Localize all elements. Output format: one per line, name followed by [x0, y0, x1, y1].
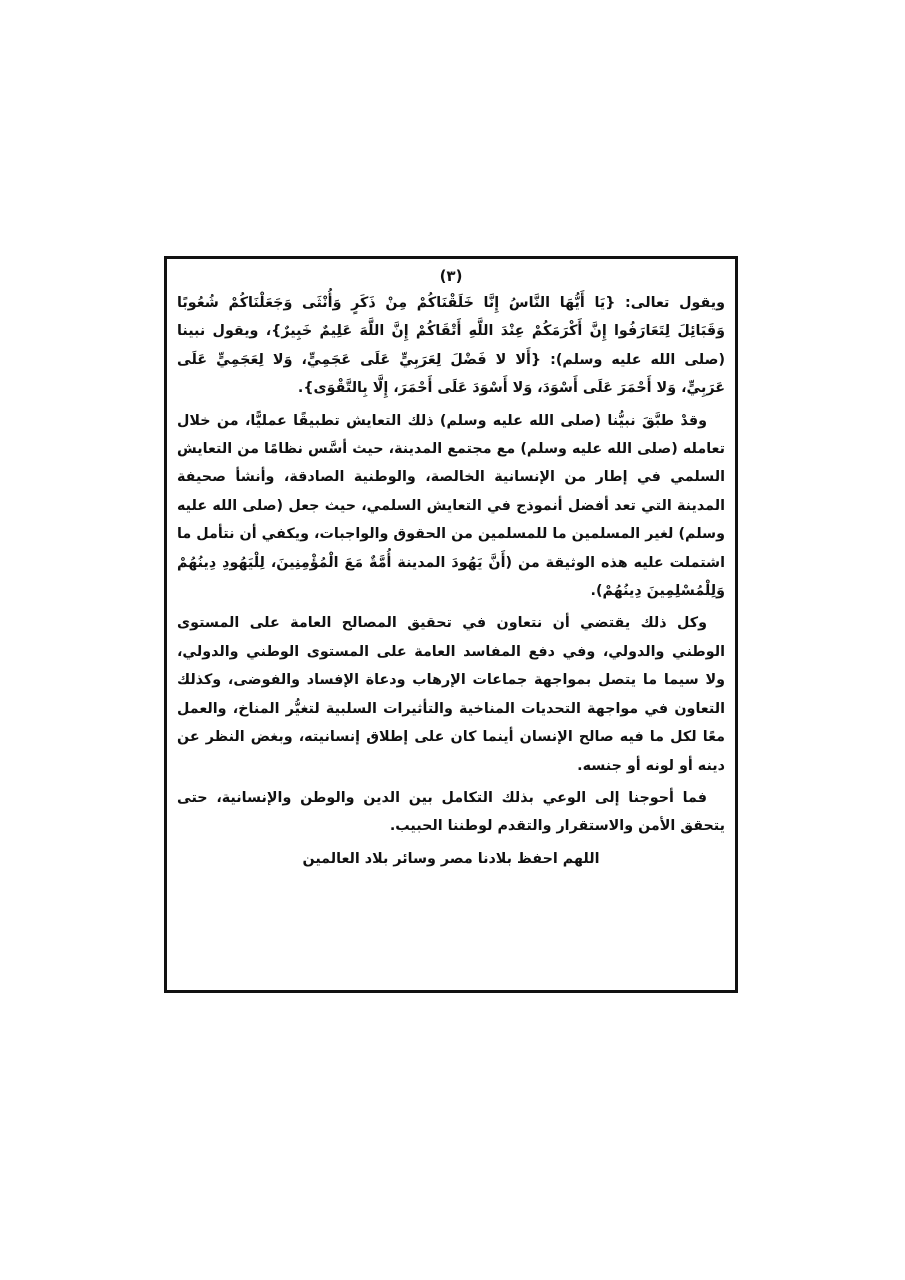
page-frame	[164, 256, 738, 993]
paragraph-awareness: فما أحوجنا إلى الوعي بذلك التكامل بين الدين والوطن والإنسانية، حتى يتحقق الأمن والاستقرار والتقدم لوطننا الحبيب.	[177, 789, 725, 835]
paragraph-medina-charter: وقدْ طبَّقَ نبيُّنا (صلى الله عليه وسلم) ذلك التعايش تطبيقًا عمليًّا، من خلال تعامله (صلى الله عليه وسلم) مع مجتمع المدينة، حيث أسَّس نظامًا من التعايش السلمي في إطار من الإنسانية الخالصة، والوطنية الصادقة، وأنشأ صحيفة المدينة التي تعد أفضل أنموذج في التعايش السلمي، حيث جعل (صلى الله عليه وسلم) لغير المسلمين ما للمسلمين من الحقوق والواجبات، ويكفي أن نتأمل ما اشتملت عليه هذه الوثيقة من (أَنَّ يَهُودَ المدينة أُمَّةٌ مَعَ الْمُؤْمِنِينَ، لِلْيَهُودِ دِينُهُمْ وَلِلْمُسْلِمِينَ دِينُهُمْ).	[177, 412, 725, 600]
closing-prayer: اللهم احفظ بلادنا مصر وسائر بلاد العالمين	[302, 850, 600, 867]
paragraph-cooperation: وكل ذلك يقتضي أن نتعاون في تحقيق المصالح العامة على المستوى الوطني والدولي، وفي دفع المفاسد العامة على المستوى الوطني والدولي، ولا سيما ما يتصل بمواجهة جماعات الإرهاب ودعاة الإفساد والفوضى، وكذلك التعاون في مواجهة التحديات المناخية والتأثيرات السلبية لتغيُّر المناخ، والعمل معًا لكل ما فيه صالح الإنسان أينما كان على إطلاق إنسانيته، وبغض النظر عن دينه أو لونه أو جنسه.	[177, 615, 725, 774]
paragraph-quran-hadith: ويقول تعالى: {يَا أَيُّهَا النَّاسُ إِنَّا خَلَقْنَاكُمْ مِنْ ذَكَرٍ وَأُنْثَى وَجَعَلْنَاكُمْ شُعُوبًا وَقَبَائِلَ لِتَعَارَفُوا إِنَّ أَكْرَمَكُمْ عِنْدَ اللَّهِ أَتْقَاكُمْ إِنَّ اللَّهَ عَلِيمٌ خَبِيرٌ}، ويقول نبينا (صلى الله عليه وسلم): {أَلا لا فَضْلَ لِعَرَبِيٍّ عَلَى عَجَمِيٍّ، وَلا لِعَجَمِيٍّ عَلَى عَرَبِيٍّ، وَلا أَحْمَرَ عَلَى أَسْوَدَ، وَلا أَسْوَدَ عَلَى أَحْمَرَ، إِلَّا بِالتَّقْوَى}.	[177, 295, 725, 397]
page-number: (٣)	[439, 267, 463, 285]
